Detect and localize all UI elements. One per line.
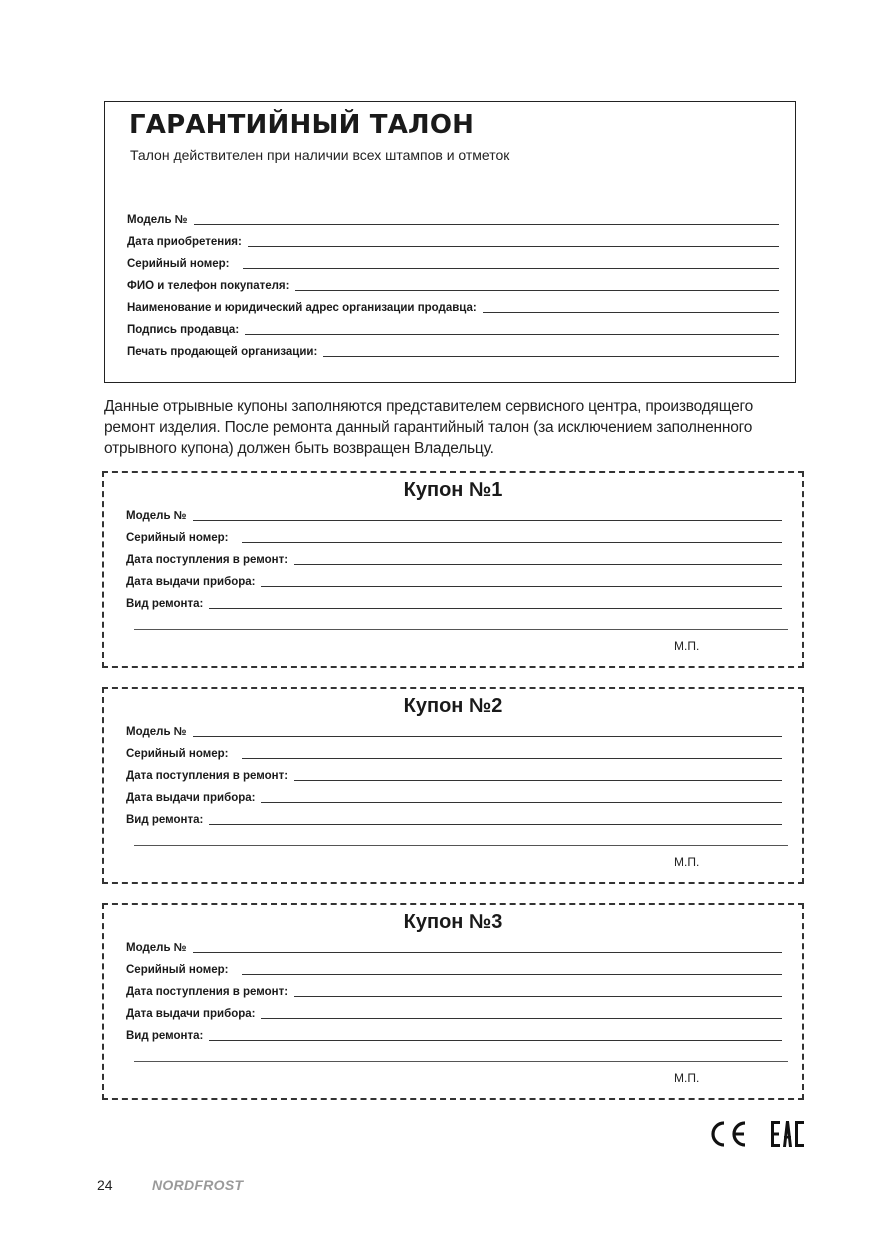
fill-line xyxy=(193,736,782,737)
signature-line xyxy=(134,1061,788,1062)
coupon-field-model[interactable] xyxy=(126,723,782,739)
stamp-place-label: М.П. xyxy=(674,855,700,869)
warranty-subtitle: Талон действителен при наличии всех штампов и отметок xyxy=(130,147,510,163)
ce-mark-icon xyxy=(708,1119,748,1149)
signature-line xyxy=(134,629,788,630)
stamp-place-label: М.П. xyxy=(674,639,700,653)
field-label: Дата поступления в ремонт: xyxy=(126,986,289,998)
coupon-1 xyxy=(102,471,804,668)
coupon-title: Купон №1 xyxy=(403,479,503,501)
fill-line xyxy=(261,1018,782,1019)
fill-line xyxy=(209,608,782,609)
field-label: Дата поступления в ремонт: xyxy=(126,770,289,782)
field-model[interactable] xyxy=(127,211,779,227)
field-label: Вид ремонта: xyxy=(126,814,204,826)
fill-line xyxy=(248,246,779,247)
field-serial-number[interactable] xyxy=(127,255,779,271)
field-label: Вид ремонта: xyxy=(126,1030,204,1042)
field-purchase-date[interactable] xyxy=(127,233,779,249)
field-label: Модель № xyxy=(126,510,187,522)
fill-line xyxy=(194,224,779,225)
certification-marks xyxy=(708,1118,806,1150)
field-label: Серийный номер: xyxy=(126,532,229,544)
field-label: Подпись продавца: xyxy=(127,324,240,336)
fill-line xyxy=(261,586,782,587)
fill-line xyxy=(242,974,782,975)
field-label: Наименование и юридический адрес организации продавца: xyxy=(127,302,477,314)
fill-line xyxy=(245,334,779,335)
stamp-place-label: М.П. xyxy=(674,1071,700,1085)
coupon-title: Купон №3 xyxy=(403,911,503,933)
fill-line xyxy=(193,520,782,521)
fill-line xyxy=(294,564,782,565)
fill-line xyxy=(209,1040,782,1041)
coupon-field-received-date[interactable] xyxy=(126,551,782,567)
fill-line xyxy=(323,356,779,357)
field-label: Вид ремонта: xyxy=(126,598,204,610)
field-label: ФИО и телефон покупателя: xyxy=(127,280,290,292)
fill-line xyxy=(294,780,782,781)
fill-line xyxy=(209,824,782,825)
fill-line xyxy=(295,290,779,291)
field-label: Серийный номер: xyxy=(126,748,229,760)
field-label: Модель № xyxy=(126,942,187,954)
field-buyer-name-phone[interactable] xyxy=(127,277,779,293)
eac-mark-icon xyxy=(770,1119,806,1149)
warranty-card xyxy=(104,101,796,383)
field-label: Дата выдачи прибора: xyxy=(126,1008,256,1020)
field-label: Серийный номер: xyxy=(127,258,230,270)
field-seller-address[interactable] xyxy=(127,299,779,315)
field-seller-stamp[interactable] xyxy=(127,343,779,359)
coupon-field-repair-type[interactable] xyxy=(126,811,782,827)
fill-line xyxy=(242,542,782,543)
fill-line xyxy=(243,268,779,269)
coupon-field-serial[interactable] xyxy=(126,529,782,545)
field-label: Модель № xyxy=(126,726,187,738)
fill-line xyxy=(242,758,782,759)
fill-line xyxy=(483,312,779,313)
coupon-field-model[interactable] xyxy=(126,939,782,955)
coupon-field-issue-date[interactable] xyxy=(126,1005,782,1021)
fill-line xyxy=(193,952,782,953)
coupon-field-received-date[interactable] xyxy=(126,983,782,999)
coupon-field-serial[interactable] xyxy=(126,961,782,977)
field-label: Дата приобретения: xyxy=(127,236,242,248)
field-label: Дата выдачи прибора: xyxy=(126,576,256,588)
coupon-2 xyxy=(102,687,804,884)
field-label: Печать продающей организации: xyxy=(127,346,318,358)
coupon-instructions: Данные отрывные купоны заполняются представителем сервисного центра, производящего ремонт изделия. После ремонта данный гарантийный талон (за исключением заполненного отрывного купона) должен быть возвращен Владельцу. xyxy=(104,398,754,457)
signature-line xyxy=(134,845,788,846)
coupon-field-received-date[interactable] xyxy=(126,767,782,783)
field-seller-signature[interactable] xyxy=(127,321,779,337)
fill-line xyxy=(261,802,782,803)
coupon-title: Купон №2 xyxy=(403,695,503,717)
warranty-title: ГАРАНТИЙНЫЙ ТАЛОН xyxy=(129,110,475,140)
coupon-field-repair-type[interactable] xyxy=(126,595,782,611)
coupon-field-serial[interactable] xyxy=(126,745,782,761)
page-number: 24 xyxy=(97,1177,113,1193)
field-label: Серийный номер: xyxy=(126,964,229,976)
fill-line xyxy=(294,996,782,997)
coupon-field-issue-date[interactable] xyxy=(126,573,782,589)
coupon-field-repair-type[interactable] xyxy=(126,1027,782,1043)
field-label: Дата выдачи прибора: xyxy=(126,792,256,804)
brand-logo: NORDFROST xyxy=(152,1177,244,1193)
coupon-field-model[interactable] xyxy=(126,507,782,523)
coupon-3 xyxy=(102,903,804,1100)
field-label: Дата поступления в ремонт: xyxy=(126,554,289,566)
field-label: Модель № xyxy=(127,214,188,226)
coupon-field-issue-date[interactable] xyxy=(126,789,782,805)
